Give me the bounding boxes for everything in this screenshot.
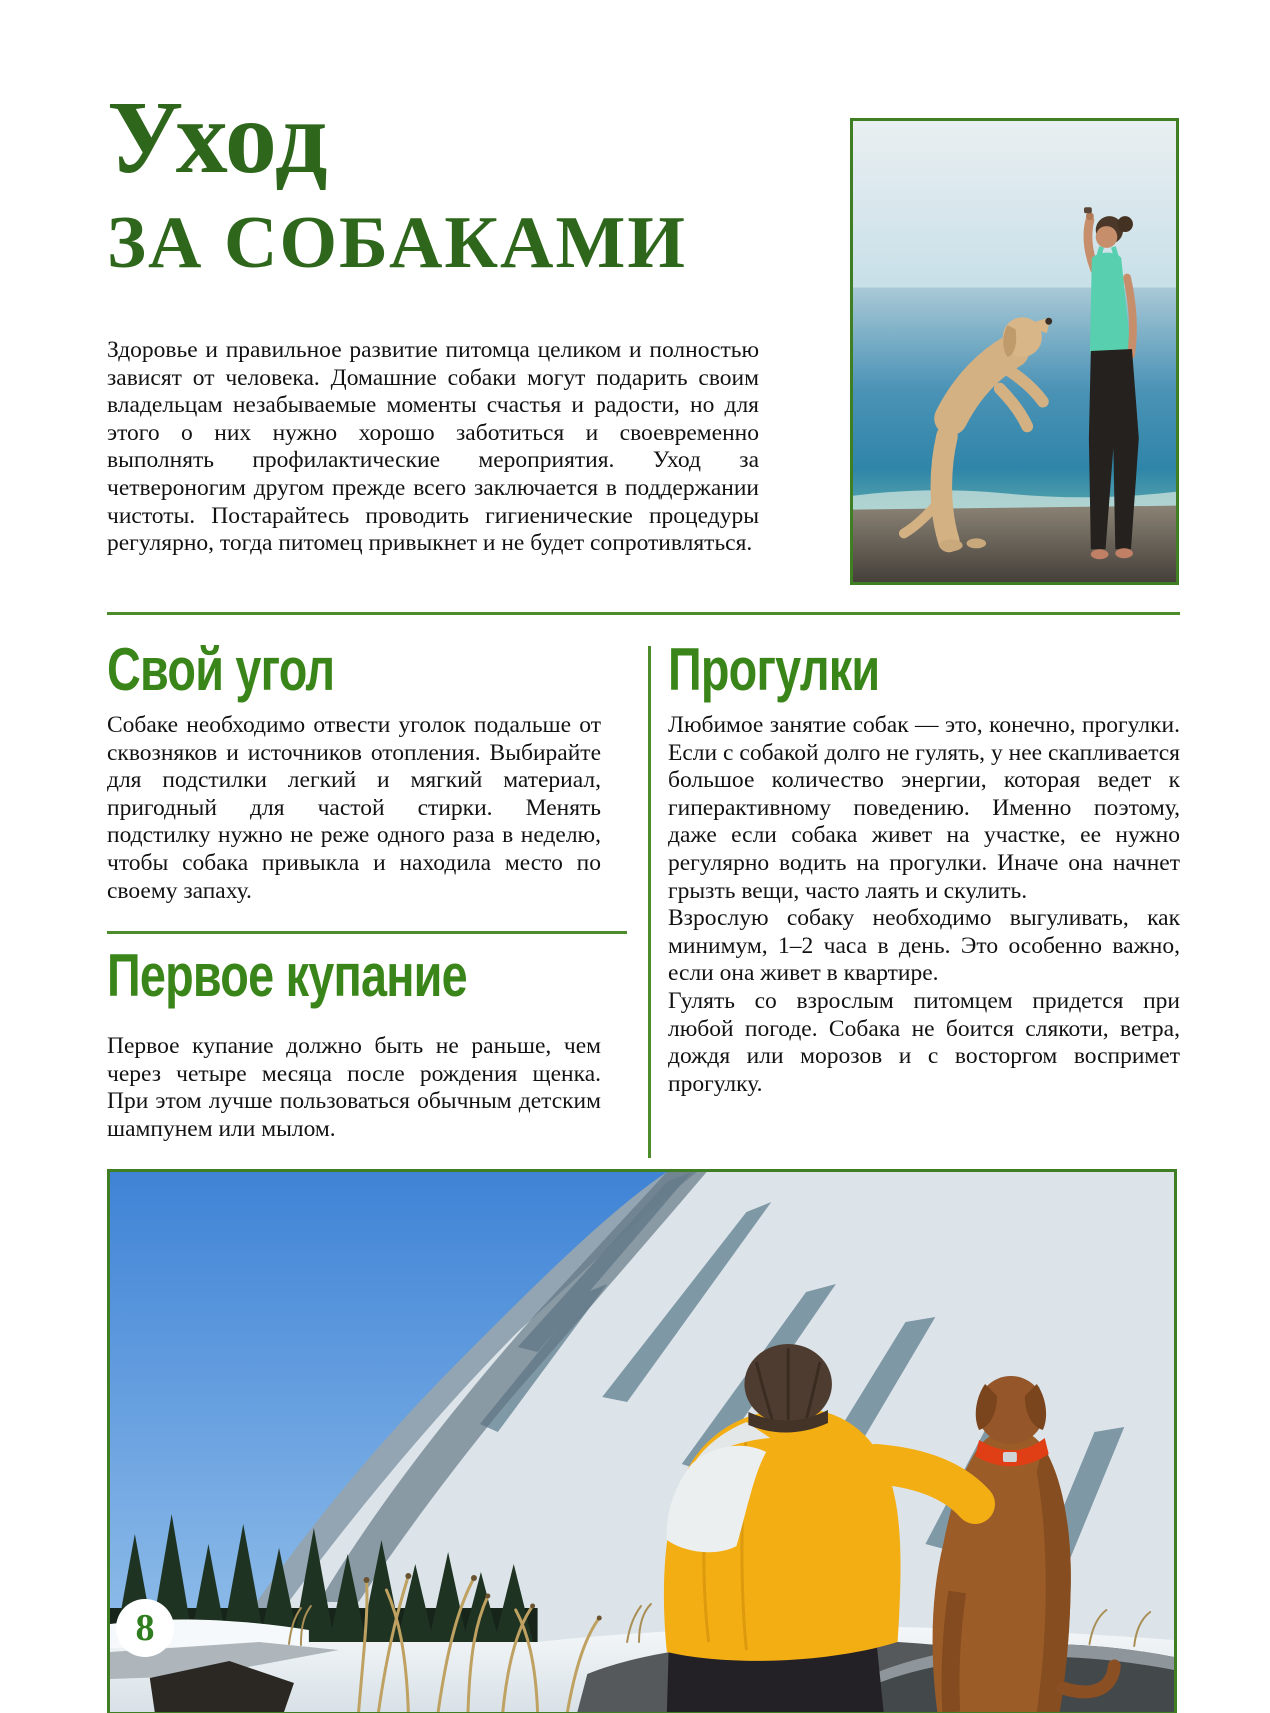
- beach-training-illustration: [853, 121, 1176, 582]
- walks-paragraph-2: Взрослую собаку необходимо выгуливать, как минимум, 1–2 часа в день. Это особенно важно, если она живет в квартире.: [668, 905, 1180, 987]
- own-corner-text: Собаке необходимо отвести уголок подальше от сквозняков и источников отопления. Выбирайте для подстилки легкий и мягкий материал, пригодный для частой стирки. Менять подстилку нужно не реже одного раза в неделю, чтобы собака привыкла и находила место по своему запаху.: [107, 712, 601, 904]
- page-number-badge: [116, 1599, 174, 1657]
- page-title: [107, 80, 687, 285]
- intro-paragraph: Здоровье и правильное развитие питомца целиком и полностью зависят от человека. Домашние собаки могут подарить своим владельцам незабываемые моменты счастья и радости, но для этого о них нужно хорошо заботиться и своевременно выполнять профилактические мероприятия. Уход за четвероногим другом прежде всего заключается в поддержании чистоты. Постарайтесь проводить гигиенические процедуры регулярно, тогда питомец привыкнет и не будет сопротивляться.: [107, 337, 759, 557]
- heading-walks: Прогулки: [668, 636, 880, 703]
- photo-beach-training: [850, 118, 1179, 585]
- page-number: 8: [135, 1607, 155, 1649]
- page-title-line1: Уход: [107, 80, 329, 195]
- heading-own-corner: Свой угол: [107, 636, 335, 703]
- mountain-hike-illustration: [110, 1172, 1174, 1712]
- section-divider-horizontal: [107, 612, 1180, 615]
- photo-mountain-dog: [107, 1169, 1177, 1713]
- column-divider-vertical: [648, 646, 651, 1158]
- first-bath-text: Первое купание должно быть не раньше, чем через четыре месяца после рождения щенка. При этом лучше пользоваться обычным детским шампунем или мылом.: [107, 1033, 601, 1142]
- heading-first-bath: Первое купание: [107, 942, 467, 1009]
- walks-text: [668, 712, 1180, 1098]
- walks-paragraph-1: Любимое занятие собак — это, конечно, прогулки. Если с собакой долго не гулять, у нее скапливается большое количество энергии, которая ведет к гиперактивному поведению. Именно поэтому, даже если собака живет на участке, ее нужно регулярно водить на прогулки. Иначе она начнет грызть вещи, часто лаять и скулить.: [668, 712, 1180, 904]
- page-title-line2: ЗА СОБАКАМИ: [107, 202, 687, 285]
- section-divider-left-column: [107, 931, 627, 934]
- walks-paragraph-3: Гулять со взрослым питомцем придется при любой погоде. Собака не боится слякоти, ветра, дождя или морозов и с восторгом воспримет прогулку.: [668, 987, 1180, 1097]
